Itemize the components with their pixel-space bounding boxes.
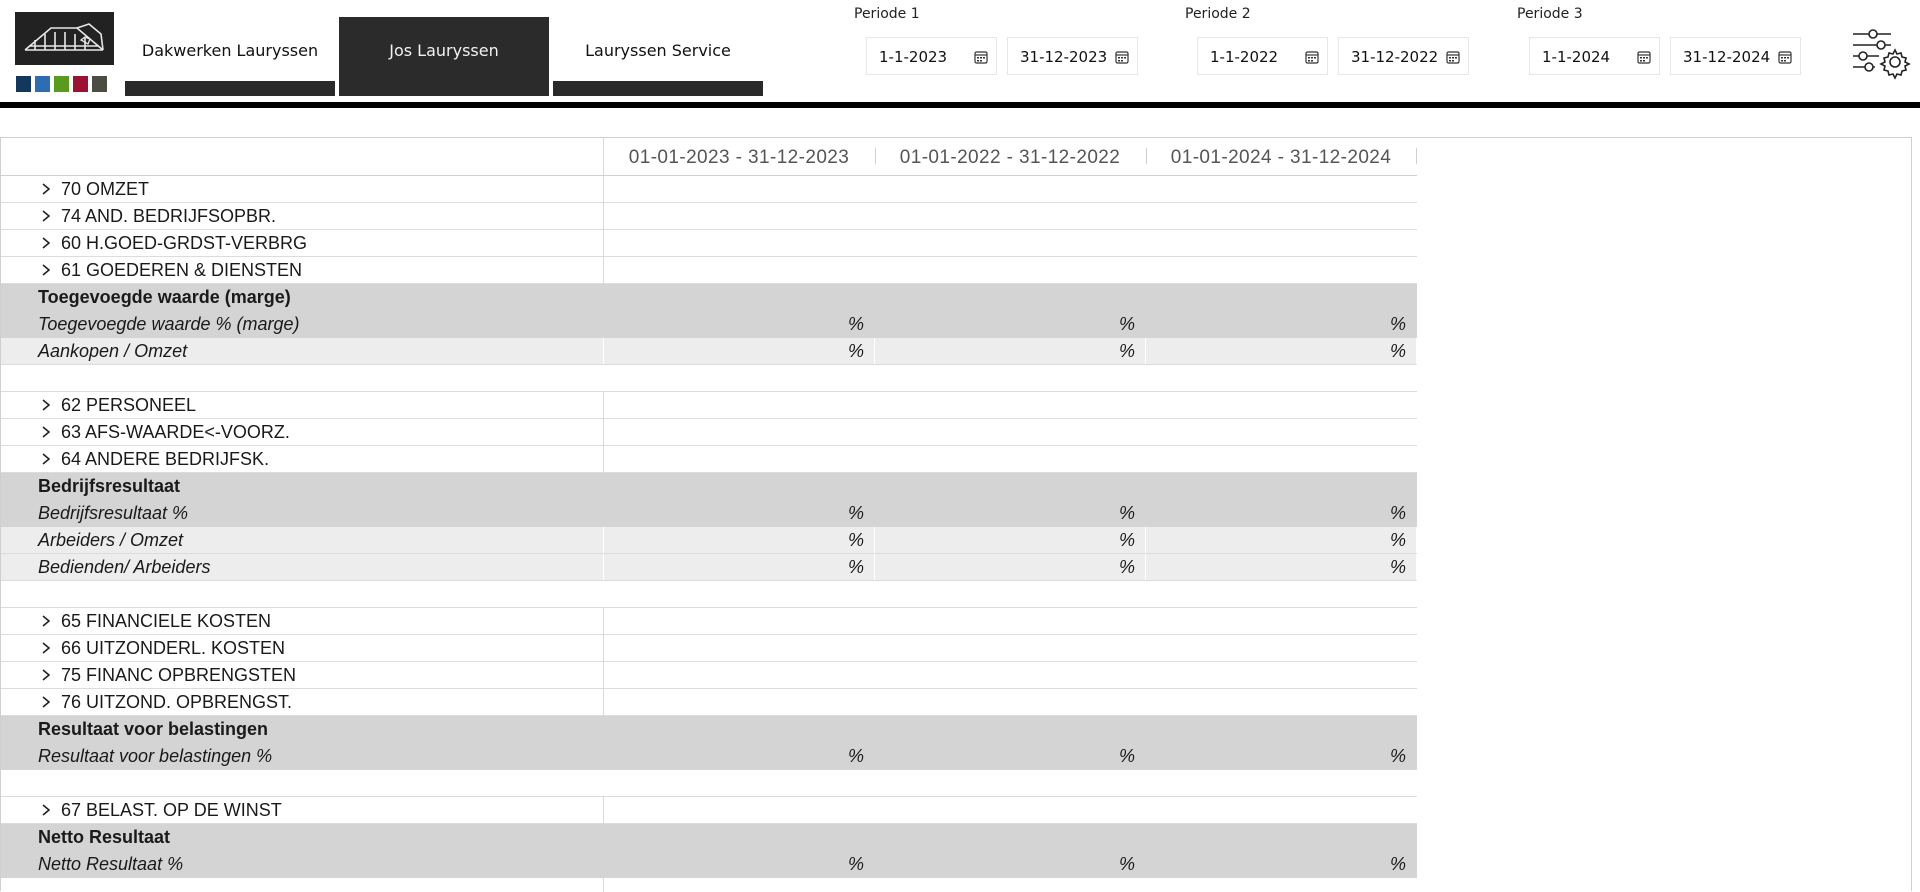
value-cell <box>604 770 874 796</box>
value-cell <box>604 662 874 688</box>
period-1-label: Periode 1 <box>854 6 920 22</box>
value-cell <box>875 257 1145 283</box>
expandable-account-row[interactable] <box>1 419 1417 446</box>
table-row <box>1 716 1417 743</box>
table-row <box>1 554 1417 581</box>
tab-label: Lauryssen Service <box>585 41 731 60</box>
row-label: Bedrijfsresultaat % <box>38 503 189 523</box>
value-cell <box>604 365 874 391</box>
expandable-account-row[interactable] <box>1 257 1417 284</box>
tab-label: Jos Lauryssen <box>389 41 499 60</box>
value-cell <box>604 203 874 229</box>
calendar-icon[interactable] <box>974 50 988 64</box>
value-cell <box>604 230 874 256</box>
row-label <box>1 446 603 472</box>
row-label <box>1 770 603 796</box>
value-cell <box>1146 581 1416 607</box>
row-label <box>1 662 603 688</box>
column-separator <box>1416 148 1417 164</box>
header-divider <box>0 102 1920 108</box>
account-label: 76 UITZOND. OPBRENGST. <box>61 692 293 712</box>
value-cell: % <box>1118 854 1135 874</box>
account-label: 63 AFS-WAARDE<-VOORZ. <box>61 422 290 442</box>
row-label <box>1 419 603 445</box>
tab-dakwerken-lauryssen[interactable] <box>125 17 335 96</box>
report-header <box>0 0 1920 102</box>
account-label: 67 BELAST. OP DE WINST <box>61 800 282 820</box>
calendar-icon[interactable] <box>1637 50 1651 64</box>
value-cell <box>875 419 1145 445</box>
value-cell <box>875 203 1145 229</box>
row-label <box>1 689 603 715</box>
spacer-row <box>1 581 1417 608</box>
chevron-right-icon[interactable] <box>41 615 51 627</box>
value-cell <box>1146 446 1416 472</box>
expandable-account-row[interactable] <box>1 689 1417 716</box>
period-2-label: Periode 2 <box>1185 6 1251 22</box>
account-label: 70 OMZET <box>61 179 150 199</box>
value-cell <box>604 446 874 472</box>
column-header-period-3[interactable]: 01-01-2024 - 31-12-2024 <box>1170 147 1392 168</box>
account-label: 75 FINANC OPBRENGSTEN <box>61 665 297 685</box>
sliders-gear-icon[interactable] <box>1851 28 1913 80</box>
value-cell <box>1146 770 1416 796</box>
expandable-account-row[interactable] <box>1 446 1417 473</box>
date-value: 1-1-2024 <box>1542 48 1611 66</box>
swatch-olive <box>92 76 107 92</box>
column-header-period-1[interactable]: 01-01-2023 - 31-12-2023 <box>628 147 850 168</box>
date-value: 31-12-2023 <box>1020 48 1108 66</box>
value-cell: % <box>875 527 1145 553</box>
table-row <box>1 743 1417 770</box>
value-cell <box>875 446 1145 472</box>
calendar-icon[interactable] <box>1446 50 1460 64</box>
value-cell: % <box>1146 338 1416 364</box>
value-cell <box>1146 203 1416 229</box>
calendar-icon[interactable] <box>1778 50 1792 64</box>
value-cell: % <box>847 503 864 523</box>
value-cell <box>1146 176 1416 202</box>
tab-jos-lauryssen[interactable] <box>339 17 549 96</box>
row-label: Resultaat voor belastingen <box>38 719 269 739</box>
house-logo <box>15 12 114 65</box>
row-label <box>1 581 603 607</box>
value-cell <box>875 581 1145 607</box>
row-label <box>1 392 603 418</box>
value-cell <box>1146 716 1416 742</box>
value-cell <box>604 635 874 661</box>
row-label: Arbeiders / Omzet <box>1 527 603 553</box>
value-cell: % <box>1118 314 1135 334</box>
period-3-label: Periode 3 <box>1517 6 1583 22</box>
swatch-red <box>73 76 88 92</box>
value-cell <box>1146 635 1416 661</box>
row-label: Aankopen / Omzet <box>1 338 603 364</box>
row-label: Toegevoegde waarde % (marge) <box>38 314 300 334</box>
value-cell <box>604 392 874 418</box>
expandable-account-row[interactable] <box>1 797 1417 824</box>
account-label: 74 AND. BEDRIJFSOPBR. <box>61 206 277 226</box>
value-cell: % <box>847 746 864 766</box>
row-label: Netto Resultaat <box>38 827 171 847</box>
date-value: 31-12-2022 <box>1351 48 1439 66</box>
row-label <box>1 608 603 634</box>
value-cell: % <box>1389 746 1406 766</box>
value-cell <box>604 419 874 445</box>
value-cell <box>604 716 874 742</box>
date-value: 31-12-2024 <box>1683 48 1771 66</box>
value-cell <box>1146 257 1416 283</box>
account-label: 60 H.GOED-GRDST-VERBRG <box>61 233 308 253</box>
value-cell <box>875 824 1145 850</box>
table-row <box>1 824 1417 851</box>
row-label <box>1 365 603 391</box>
value-cell <box>604 797 874 823</box>
value-cell: % <box>1118 746 1135 766</box>
column-header-period-2[interactable]: 01-01-2022 - 31-12-2022 <box>899 147 1121 168</box>
value-cell <box>1146 392 1416 418</box>
value-cell: % <box>1389 854 1406 874</box>
spacer-row <box>1 365 1417 392</box>
tab-label: Dakwerken Lauryssen <box>141 41 319 60</box>
table-row <box>1 527 1417 554</box>
row-label <box>1 257 603 283</box>
row-label <box>1 797 603 823</box>
value-cell <box>875 635 1145 661</box>
period-3-start-date[interactable] <box>1529 37 1660 75</box>
row-label <box>1 176 603 202</box>
swatch-green <box>54 76 69 92</box>
spacer-row <box>1 770 1417 797</box>
account-label: 66 UITZONDERL. KOSTEN <box>61 638 286 658</box>
account-label: 64 ANDERE BEDRIJFSK. <box>61 449 270 469</box>
value-cell <box>1146 824 1416 850</box>
value-cell <box>604 176 874 202</box>
calendar-icon[interactable] <box>1115 50 1129 64</box>
chevron-right-icon[interactable] <box>41 696 51 708</box>
value-cell <box>875 770 1145 796</box>
value-cell <box>875 230 1145 256</box>
value-cell: % <box>847 314 864 334</box>
period-1-start-date[interactable] <box>866 37 997 75</box>
table-row <box>1 311 1417 338</box>
value-cell <box>875 392 1145 418</box>
tab-indicator <box>553 81 763 96</box>
value-cell <box>1146 365 1416 391</box>
chevron-right-icon[interactable] <box>41 183 51 195</box>
value-cell: % <box>1389 314 1406 334</box>
value-cell: % <box>875 338 1145 364</box>
value-cell <box>875 176 1145 202</box>
table-row <box>1 284 1417 311</box>
expandable-account-row[interactable] <box>1 176 1417 203</box>
value-cell <box>875 797 1145 823</box>
value-cell <box>1146 689 1416 715</box>
value-cell <box>875 284 1145 310</box>
chevron-right-icon[interactable] <box>41 264 51 276</box>
value-cell <box>875 662 1145 688</box>
table-row <box>1 473 1417 500</box>
chevron-right-icon[interactable] <box>41 669 51 681</box>
value-cell: % <box>847 854 864 874</box>
expandable-account-row[interactable] <box>1 608 1417 635</box>
value-cell: % <box>604 527 874 553</box>
row-label: Resultaat voor belastingen % <box>38 746 273 766</box>
tab-indicator <box>125 81 335 96</box>
value-cell <box>1146 284 1416 310</box>
expandable-account-row[interactable] <box>1 392 1417 419</box>
value-cell <box>1146 473 1416 499</box>
column-header-row <box>1 138 1417 176</box>
account-label: 62 PERSONEEL <box>61 395 197 415</box>
value-cell <box>875 608 1145 634</box>
swatch-blue <box>35 76 50 92</box>
swatch-navy <box>16 76 31 92</box>
table-body <box>1 176 1417 878</box>
expandable-account-row[interactable] <box>1 635 1417 662</box>
table-row <box>1 500 1417 527</box>
value-cell <box>1146 608 1416 634</box>
value-cell <box>1146 797 1416 823</box>
value-cell: % <box>1146 554 1416 580</box>
expandable-account-row[interactable] <box>1 203 1417 230</box>
color-swatches <box>16 76 107 92</box>
value-cell <box>604 689 874 715</box>
date-value: 1-1-2023 <box>879 48 948 66</box>
chevron-right-icon[interactable] <box>41 399 51 411</box>
row-label <box>1 230 603 256</box>
value-cell <box>875 365 1145 391</box>
value-cell <box>1146 419 1416 445</box>
period-2-start-date[interactable] <box>1197 37 1328 75</box>
value-cell <box>875 473 1145 499</box>
row-label: Netto Resultaat % <box>38 854 184 874</box>
value-cell <box>604 824 874 850</box>
date-value: 1-1-2022 <box>1210 48 1279 66</box>
row-label: Bedrijfsresultaat <box>38 476 181 496</box>
value-cell <box>604 473 874 499</box>
chevron-right-icon[interactable] <box>41 804 51 816</box>
account-label: 65 FINANCIELE KOSTEN <box>61 611 272 631</box>
value-cell <box>604 581 874 607</box>
value-cell: % <box>875 554 1145 580</box>
row-label: Toegevoegde waarde (marge) <box>38 287 291 307</box>
expandable-account-row[interactable] <box>1 662 1417 689</box>
expandable-account-row[interactable] <box>1 230 1417 257</box>
period-3-end-date[interactable] <box>1670 37 1801 75</box>
row-label <box>1 203 603 229</box>
calendar-icon[interactable] <box>1305 50 1319 64</box>
period-1-end-date[interactable] <box>1007 37 1138 75</box>
row-label: Bedienden/ Arbeiders <box>1 554 603 580</box>
pnl-matrix <box>0 137 1912 891</box>
value-cell <box>604 257 874 283</box>
chevron-right-icon[interactable] <box>41 210 51 222</box>
chevron-right-icon[interactable] <box>41 453 51 465</box>
value-cell <box>1146 230 1416 256</box>
value-cell: % <box>1389 503 1406 523</box>
account-label: 61 GOEDEREN & DIENSTEN <box>61 260 303 280</box>
value-cell <box>1146 662 1416 688</box>
value-cell <box>875 716 1145 742</box>
chevron-right-icon[interactable] <box>41 237 51 249</box>
table-row <box>1 851 1417 878</box>
value-cell: % <box>604 554 874 580</box>
table-row <box>1 338 1417 365</box>
value-cell <box>604 284 874 310</box>
tab-lauryssen-service[interactable] <box>553 17 763 96</box>
period-2-end-date[interactable] <box>1338 37 1469 75</box>
value-cell <box>604 608 874 634</box>
chevron-right-icon[interactable] <box>41 426 51 438</box>
value-cell: % <box>604 338 874 364</box>
row-label <box>1 635 603 661</box>
value-cell: % <box>1118 503 1135 523</box>
value-cell <box>875 689 1145 715</box>
value-cell: % <box>1146 527 1416 553</box>
chevron-right-icon[interactable] <box>41 642 51 654</box>
